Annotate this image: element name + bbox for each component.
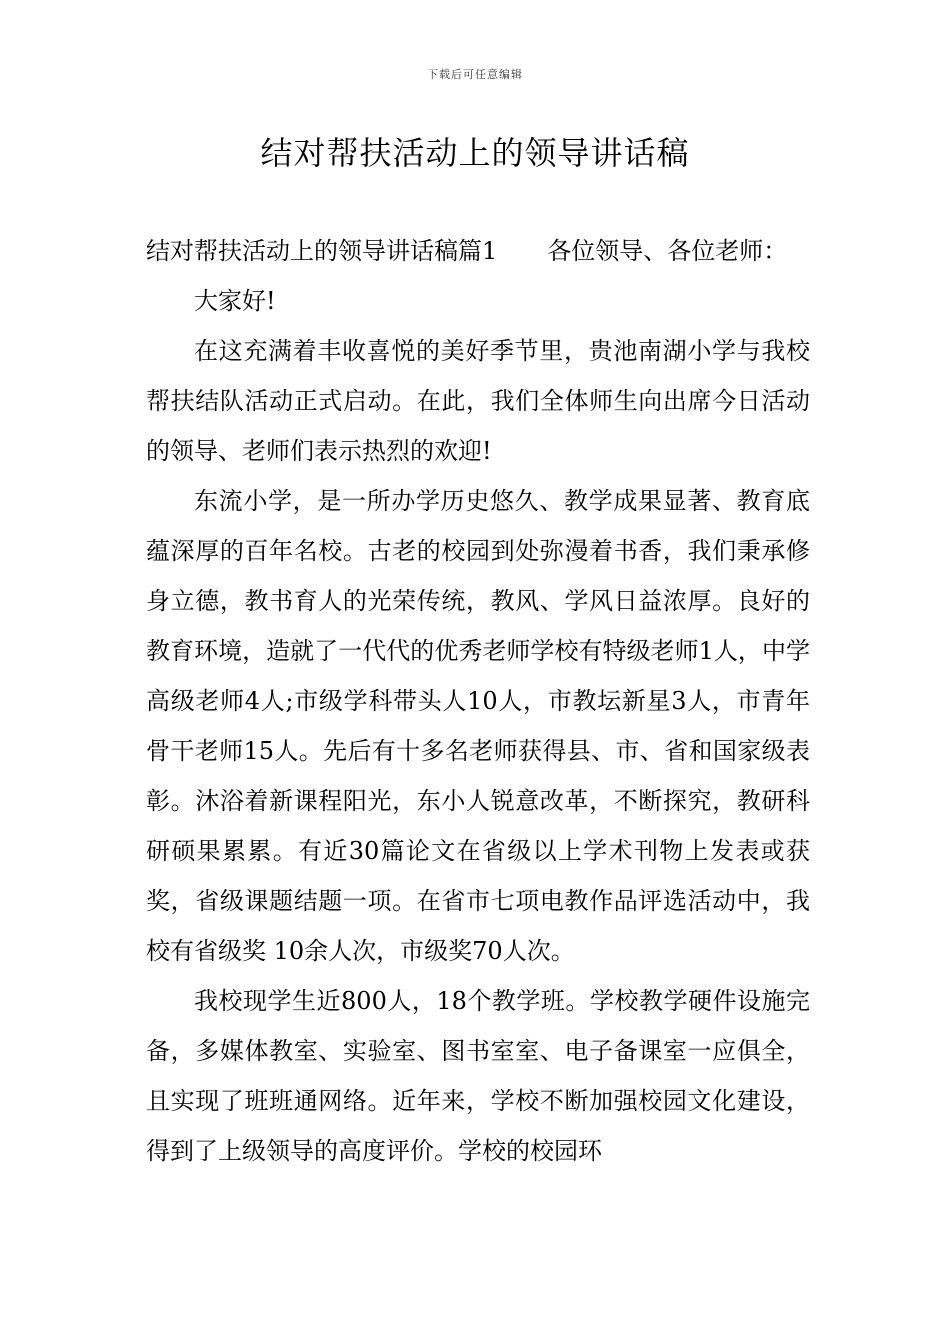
paragraph-greeting: 大家好!	[194, 287, 276, 315]
paragraph-school-facilities: 我校现学生近800人，18个教学班。学校教学硬件设施完备，多媒体教室、实验室、图书室室、电子备课室一应俱全，且实现了班班通网络。近年来，学校不断加强校园文化建设，得到了上级领导的高度评价。学校的校园环	[146, 987, 810, 1165]
intro-line	[146, 226, 810, 276]
document-title: 结对帮扶活动上的领导讲话稿	[260, 134, 690, 172]
document-body	[146, 226, 810, 1176]
paragraph-school-intro: 东流小学，是一所办学历史悠久、教学成果显著、教育底蕴深厚的百年名校。古老的校园到处弥漫着书香，我们秉承修身立德，教书育人的光荣传统，教风、学风日益浓厚。良好的教育环境，造就了一代代的优秀老师学校有特级老师1人，中学高级老师4人;市级学科带头人10人，市教坛新星3人，市青年骨干老师15人。先后有十多名老师获得县、市、省和国家级表彰。沐浴着新课程阳光，东小人锐意改革，不断探究，教研科研硕果累累。有近30篇论文在省级以上学术刊物上发表或获奖，省级课题结题一项。在省市七项电教作品评选活动中，我校有省级奖 10余人次，市级奖70人次。	[146, 487, 810, 965]
section-title: 结对帮扶活动上的领导讲话稿篇1	[146, 237, 498, 265]
paragraph-welcome: 在这充满着丰收喜悦的美好季节里，贵池南湖小学与我校帮扶结队活动正式启动。在此，我们全体师生向出席今日活动的领导、老师们表示热烈的欢迎!	[146, 337, 810, 465]
salutation: 各位领导、各位老师：	[547, 237, 788, 265]
header-note: 下载后可任意编辑	[427, 68, 523, 81]
